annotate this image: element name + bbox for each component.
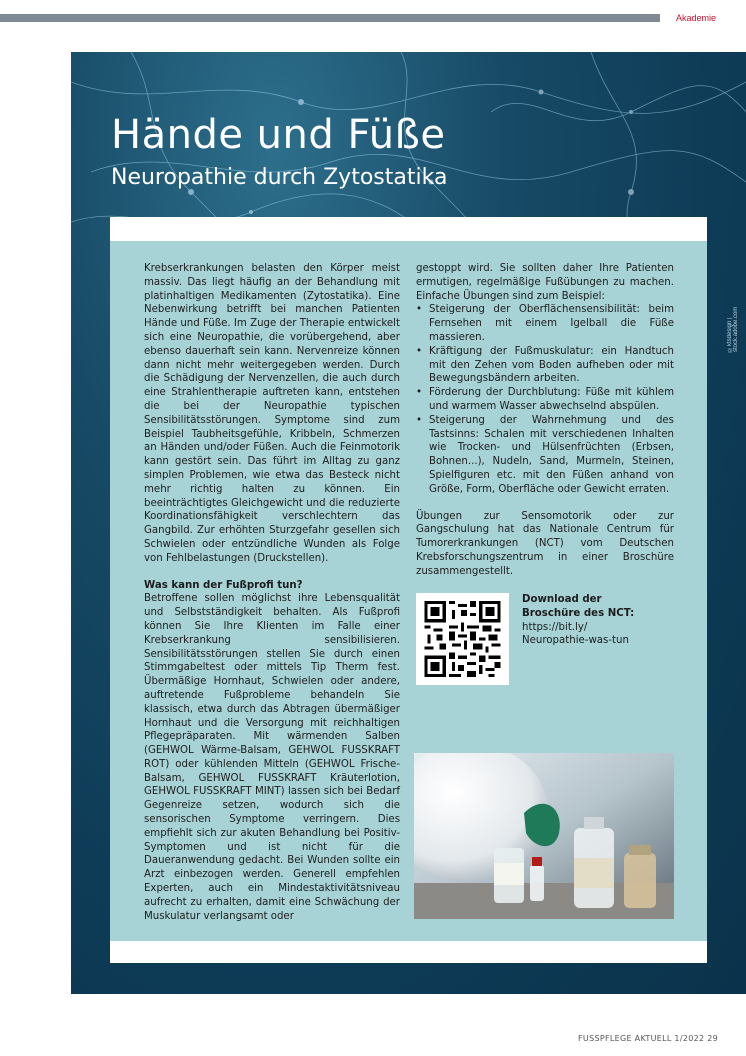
list-item: • Förderung der Durchblutung: Füße mit kühlem und warmem Wasser abwechselnd abspülen. — [416, 386, 674, 414]
page-title: Hände und Füße — [111, 112, 446, 158]
lab-photo-illustration — [414, 753, 674, 919]
download-label: Download der — [522, 594, 602, 605]
body-paragraph: Betroffene sollen möglichst ihre Lebensqualität und Selbstständigkeit behalten. Als Fußprofi können Sie Ihre Klienten im Falle einer Krebserkrankung sensibilisieren. Sensibilitätsstörungen stellen Sie durch einen Stimmgabeltest oder mittels Tip Therm fest. Übermäßige Hornhaut, Schwielen oder andere, auftretende Fußprobleme behandeln Sie klassisch, etwa durch das Abtragen übermäßiger Hornhaut und die Versorgung mit reichhaltigen Pflegepräparaten. Mit wärmenden Salben (GEHWOL Wärme-Balsam, GEHWOL FUSSKRAFT ROT) oder kühlenden Mitteln (GEHWOL Frische-Balsam, GEHWOL FUSSKRAFT Kräuterlotion, GEHWOL FUSSKRAFT MINT) lassen sich bei Bedarf Gegenreize setzen, wodurch sich die sensorischen Symptome verringern. Dies empfiehlt sich zur akuten Behandlung bei Positiv-Symptomen und ist nicht für die Daueranwendung gedacht. Bei Wunden sollte ein Arzt einbezogen werden. Generell empfehlen Experten, auch ein Mindestaktivitätsniveau aufrecht zu erhalten, damit eine Schwächung der Muskulatur verlangsamt oder — [144, 593, 400, 922]
section-label: Akademie — [675, 13, 716, 23]
panel-bottom-strip — [110, 941, 707, 963]
list-item: • Steigerung der Wahrnehmung und des Tastsinns: Schalen mit verschiedenen Inhalten wie Trocken- und Hülsenfrüchten (Erbsen, Bohnen...), Nudeln, Sand, Murmeln, Steinen, Spielfiguren etc. mit den Füßen anhand von Größe, Form, Oberfläche oder Gewicht erraten. — [416, 414, 674, 497]
download-info — [522, 593, 672, 648]
qr-code[interactable] — [416, 593, 509, 685]
subheading: Was kann der Fußprofi tun? — [144, 579, 303, 591]
download-link[interactable] — [522, 621, 672, 649]
download-link-text: Neuropathie-was-tun — [522, 635, 629, 647]
right-intro-paragraph: gestoppt wird. Sie sollten daher Ihre Patienten ermutigen, regelmäßige Fußübungen zu machen. Einfache Übungen sind zum Beispiel: — [416, 263, 674, 302]
lab-photo — [414, 753, 674, 919]
top-rule — [0, 14, 660, 22]
right-outro-paragraph: Übungen zur Sensomotorik oder zur Gangschulung hat das Nationale Centrum für Tumorerkrankungen (NCT) vom Deutschen Krebsforschungszentrum in einer Broschüre zusammengestellt. — [416, 510, 674, 577]
intro-paragraph: Krebserkrankungen belasten den Körper meist massiv. Das liegt häufig an der Behandlung mit platinhaltigen Medikamenten (Zytostatika). Eine Nebenwirkung betrifft bei manchen Patienten Hände und Füße. Im Zuge der Therapie entwickelt sich eine Neuropathie, die vorübergehend, aber ebenso dauerhaft sein kann. Nervenreize können dann nicht mehr weitergegeben werden. Durch die Schädigung der Nervenzellen, die auch durch eine Strahlentherapie auftreten kann, entstehen die bei der Neuropathie typischen Sensibilitätsstörungen. Symptome sind zum Beispiel Taubheitsgefühle, Kribbeln, Schmerzen an Händen und/oder Füßen. Auch die Feinmotorik kann gestört sein. Das führt im Alltag zu ganz simplen Problemen, wie etwa das Besteck nicht mehr richtig halten zu können. Ein beeinträchtigtes Gleichgewicht und die reduzierte Koordinationsfähigkeit verschlechtern das Gangbild. Zur erhöhten Sturzgefahr gesellen sich Schwielen oder entzündliche Wunden als Folge von Fehlbelastungen (Druckstellen). — [144, 263, 400, 564]
list-item: • Kräftigung der Fußmuskulatur: ein Handtuch mit den Zehen vom Boden aufheben oder mit Bewegungsbändern arbeiten. — [416, 345, 674, 386]
page-subtitle: Neuropathie durch Zytostatika — [111, 165, 448, 190]
download-link-text: https://bit.ly/ — [522, 621, 588, 633]
photo-credit: ©ktsdesign | stock.adobe.com — [727, 306, 739, 352]
exercise-list — [416, 303, 674, 496]
article-column-left — [144, 262, 400, 923]
qr-code-icon — [424, 601, 501, 677]
article-column-right — [416, 262, 674, 579]
download-label: Broschüre des NCT: — [522, 607, 635, 619]
panel-top-strip — [110, 217, 707, 241]
list-item: • Steigerung der Oberflächensensibilität: beim Fernsehen mit einem Igelball die Füße massieren. — [416, 303, 674, 344]
page-footer: FUSSPFLEGE AKTUELL 1/2022 29 — [578, 1034, 718, 1043]
